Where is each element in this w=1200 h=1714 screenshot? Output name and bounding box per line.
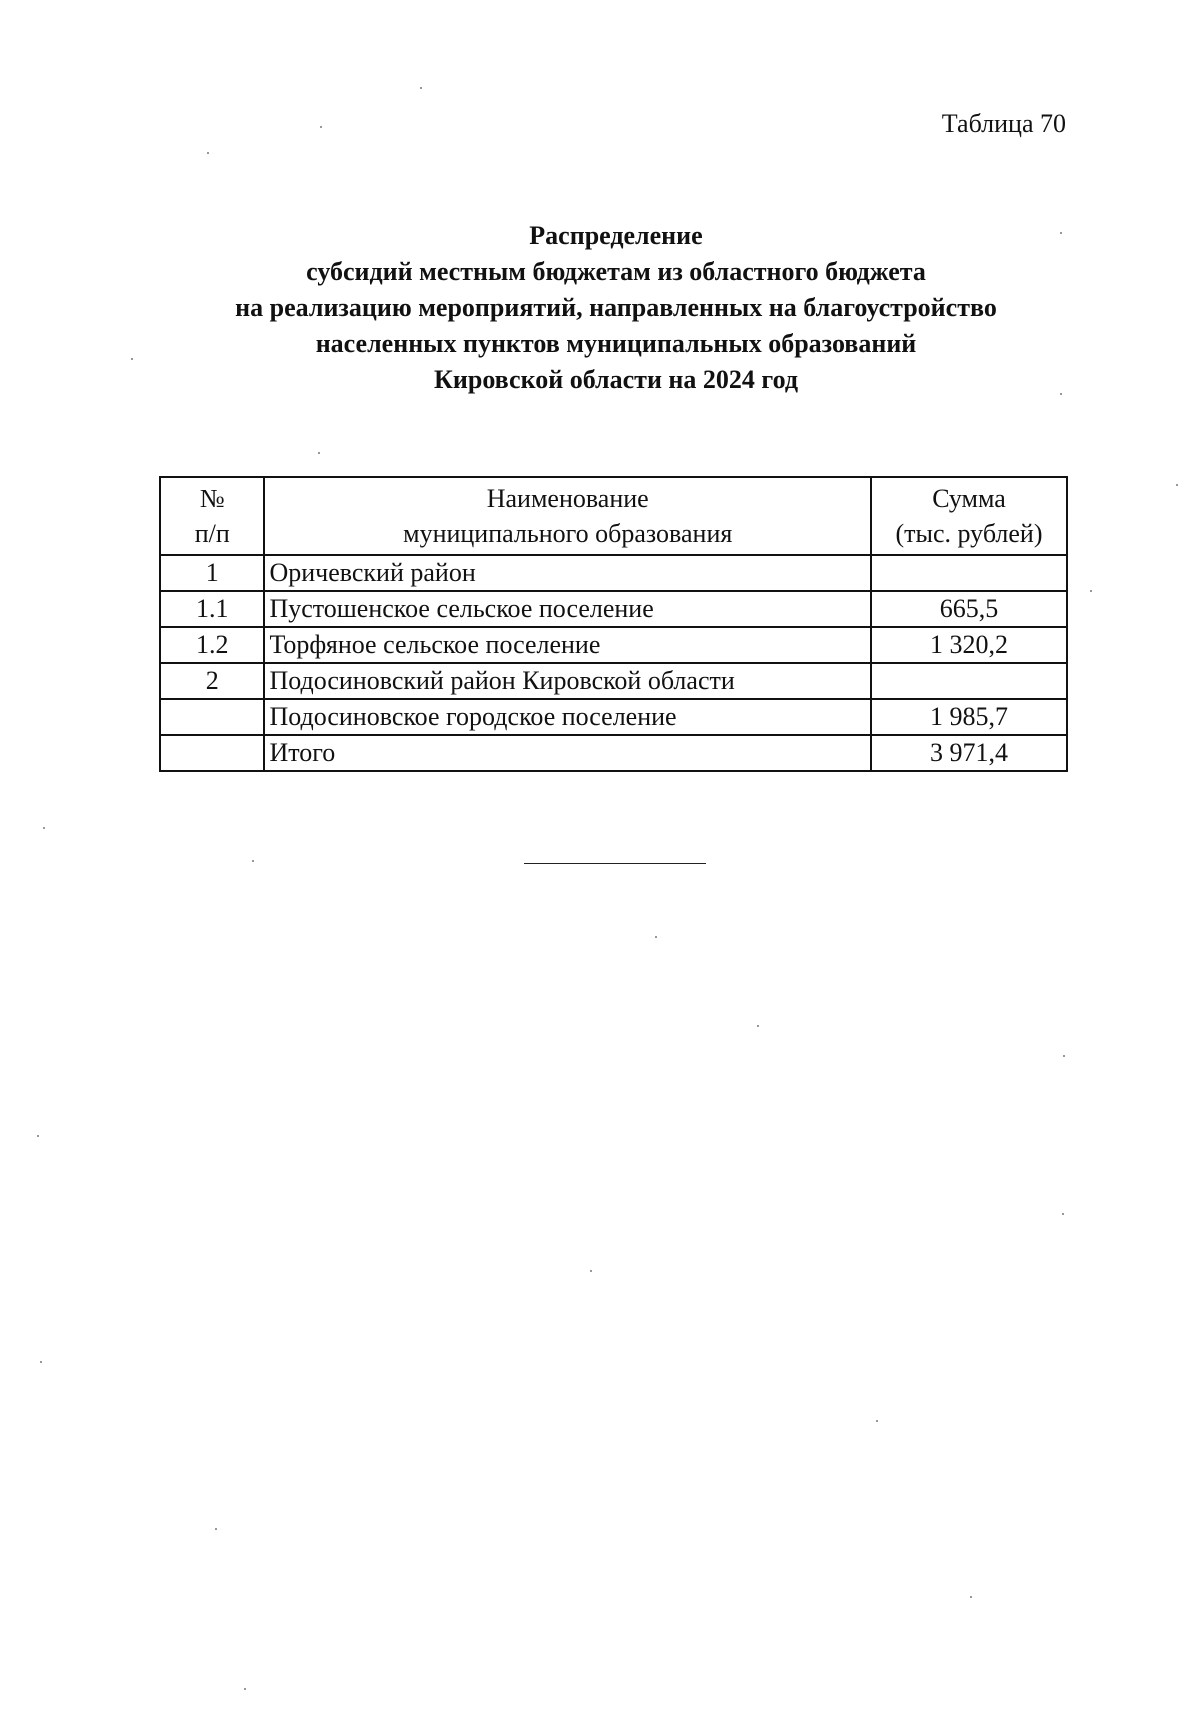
- scan-speck: [970, 1596, 972, 1598]
- document-title: [0, 218, 1200, 398]
- scan-speck: [655, 936, 657, 938]
- scan-speck: [1060, 232, 1062, 234]
- header-sum: [871, 477, 1067, 555]
- row-number: 2: [160, 663, 264, 699]
- scan-speck: [420, 87, 422, 89]
- row-number: 1.1: [160, 591, 264, 627]
- header-sum-line: (тыс. рублей): [895, 519, 1043, 548]
- header-name-line: муниципального образования: [403, 519, 733, 548]
- table-row: [160, 699, 1067, 735]
- table-number-label: Таблица 70: [941, 109, 1066, 138]
- title-line: субсидий местным бюджетам из областного бюджета: [306, 257, 926, 286]
- scan-speck: [215, 1528, 217, 1530]
- title-line: Распределение: [529, 221, 703, 250]
- row-number: 1: [160, 555, 264, 591]
- scan-speck: [37, 1135, 39, 1137]
- title-line: Кировской области на 2024 год: [434, 365, 798, 394]
- table-row: [160, 555, 1067, 591]
- title-line: на реализацию мероприятий, направленных на благоустройство: [235, 293, 997, 322]
- scan-speck: [876, 1420, 878, 1422]
- header-sum-line: Сумма: [932, 484, 1006, 513]
- header-number-line: №: [199, 484, 225, 513]
- header-name-line: Наименование: [486, 484, 649, 513]
- header-number: [160, 477, 264, 555]
- scan-speck: [43, 827, 45, 829]
- scan-speck: [40, 1361, 42, 1363]
- row-sum: [871, 555, 1067, 591]
- header-name: [264, 477, 871, 555]
- row-sum: 1 985,7: [871, 699, 1067, 735]
- row-name: Пустошенское сельское поселение: [264, 591, 871, 627]
- scan-speck: [1176, 484, 1178, 486]
- scan-speck: [207, 152, 209, 154]
- table-row: [160, 591, 1067, 627]
- scan-speck: [1063, 1055, 1065, 1057]
- scan-speck: [318, 452, 320, 454]
- header-number-line: п/п: [194, 519, 230, 548]
- row-name: Итого: [264, 735, 871, 771]
- scan-speck: [1062, 1213, 1064, 1215]
- table-row: [160, 663, 1067, 699]
- row-name: Оричевский район: [264, 555, 871, 591]
- scan-speck: [244, 1688, 246, 1690]
- row-name: Торфяное сельское поселение: [264, 627, 871, 663]
- title-line: населенных пунктов муниципальных образований: [315, 329, 917, 358]
- row-name: Подосиновский район Кировской области: [264, 663, 871, 699]
- row-sum: [871, 663, 1067, 699]
- row-number: [160, 735, 264, 771]
- scan-speck: [131, 358, 133, 360]
- table-header-row: [160, 477, 1067, 555]
- scan-speck: [590, 1270, 592, 1272]
- table-row-total: [160, 735, 1067, 771]
- row-sum: 665,5: [871, 591, 1067, 627]
- scan-speck: [1090, 590, 1092, 592]
- scan-speck: [320, 126, 322, 128]
- table-row: [160, 627, 1067, 663]
- end-separator-line: [524, 863, 706, 864]
- row-number: 1.2: [160, 627, 264, 663]
- row-sum: 1 320,2: [871, 627, 1067, 663]
- scan-speck: [1060, 393, 1062, 395]
- row-name: Подосиновское городское поселение: [264, 699, 871, 735]
- scan-speck: [252, 860, 254, 862]
- row-sum: 3 971,4: [871, 735, 1067, 771]
- scan-speck: [757, 1025, 759, 1027]
- row-number: [160, 699, 264, 735]
- distribution-table: [159, 476, 1068, 772]
